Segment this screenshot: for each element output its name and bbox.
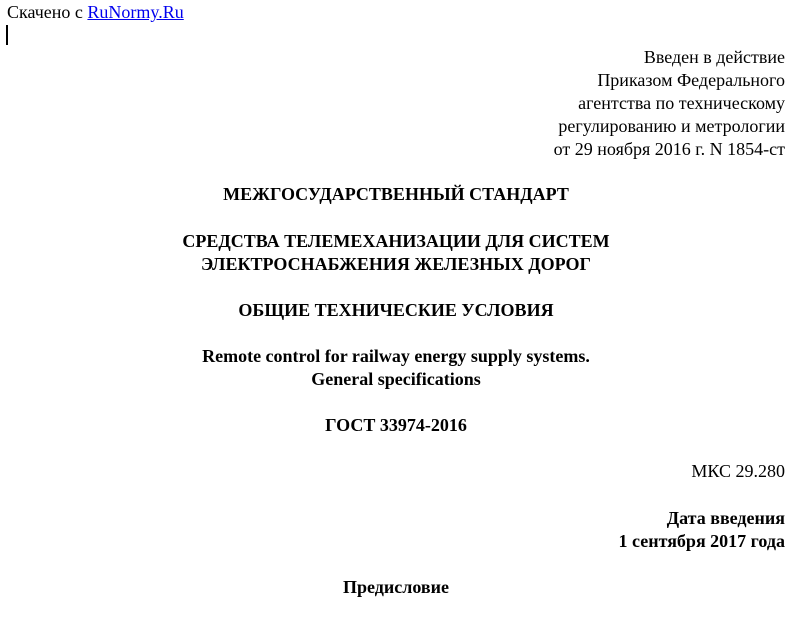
mks-code: МКС 29.280 — [691, 461, 785, 481]
gost-number: ГОСТ 33974-2016 — [325, 415, 467, 435]
standard-type-heading: МЕЖГОСУДАРСТВЕННЫЙ СТАНДАРТ — [223, 184, 569, 204]
downloaded-from-line — [7, 1, 184, 24]
subtitle-ru: ОБЩИЕ ТЕХНИЧЕСКИЕ УСЛОВИЯ — [238, 300, 554, 320]
section-heading-foreword: Предисловие — [343, 577, 449, 597]
enactment-line: Приказом Федерального — [597, 70, 785, 90]
intro-date-value: 1 сентября 2017 года — [618, 531, 785, 551]
text-cursor — [6, 25, 8, 45]
title-en-line-2: General specifications — [311, 369, 481, 389]
enactment-line: Введен в действие — [643, 47, 785, 67]
title-ru-line-2: ЭЛЕКТРОСНАБЖЕНИЯ ЖЕЛЕЗНЫХ ДОРОГ — [200, 254, 592, 274]
downloaded-prefix: Скачено с — [7, 2, 88, 22]
runormy-link[interactable]: RuNormy.Ru — [87, 2, 184, 22]
enactment-line: регулированию и метрологии — [558, 116, 785, 136]
enactment-block — [554, 46, 785, 161]
intro-date-label: Дата введения — [666, 508, 785, 528]
title-en-line-1: Remote control for railway energy supply systems. — [202, 346, 590, 366]
enactment-line: от 29 ноября 2016 г. N 1854-ст — [553, 139, 785, 159]
enactment-line: агентства по техническому — [578, 93, 785, 113]
title-ru-line-1: СРЕДСТВА ТЕЛЕМЕХАНИЗАЦИИ ДЛЯ СИСТЕМ — [182, 231, 610, 251]
